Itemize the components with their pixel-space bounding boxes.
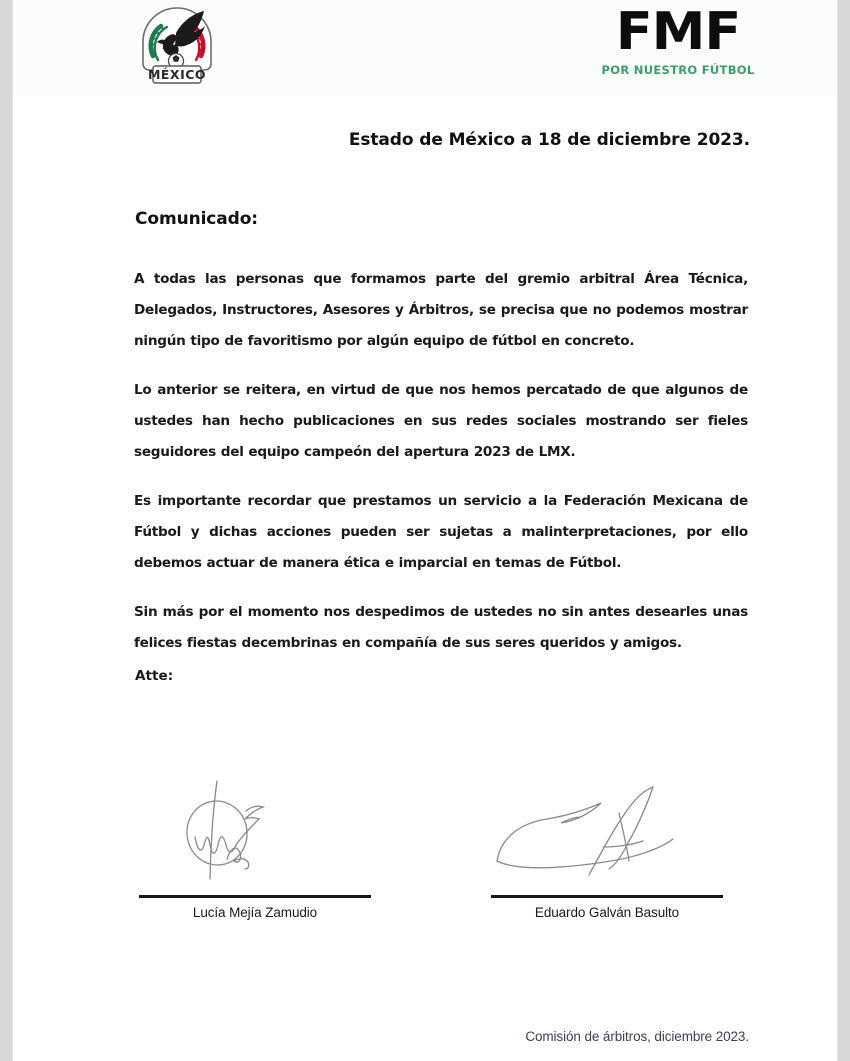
paragraph: Es importante recordar que prestamos un servicio a la Federación Mexicana de Fútbol y dichas acciones pueden ser sujetas a malinterpretaciones, por ello debemos actuar de manera ética e imparcial en temas de Fútbol. — [134, 493, 748, 571]
closing-salutation: Atte: — [135, 668, 174, 684]
fmf-logo — [598, 2, 758, 77]
signatory-name: Eduardo Galván Basulto — [534, 905, 680, 920]
signature-block-right — [491, 775, 723, 920]
signature-block-left — [139, 775, 371, 920]
paragraph: Sin más por el momento nos despedimos de ustedes no sin antes desearles unas felices fiestas decembrinas en compañía de sus seres queridos y amigos. — [134, 604, 748, 651]
signature-rule — [139, 895, 371, 898]
signatory-name: Lucía Mejía Zamudio — [192, 905, 318, 920]
page-title: Comunicado: — [135, 209, 258, 229]
footer-note: Comisión de árbitros, diciembre 2023. — [525, 1029, 749, 1044]
mexico-football-crest-icon — [129, 4, 225, 92]
document-page — [13, 0, 837, 1061]
date-line: Estado de México a 18 de diciembre 2023. — [348, 130, 750, 150]
paragraph: A todas las personas que formamos parte del gremio arbitral Área Técnica, Delegados, Instructores, Asesores y Árbitros, se precisa que no podemos mostrar ningún tipo de favoritismo por algún equipo de fútbol en concreto. — [134, 271, 748, 349]
fmf-tagline: POR NUESTRO FÚTBOL — [601, 63, 755, 77]
letter-body — [134, 264, 748, 659]
document-header — [13, 0, 837, 96]
handwritten-signature-loop-icon — [139, 775, 371, 895]
fmf-wordmark: FMF — [615, 2, 741, 62]
svg-text:MÉXICO: MÉXICO — [147, 67, 207, 82]
handwritten-signature-sweep-icon — [491, 775, 723, 895]
signature-rule — [491, 895, 723, 898]
paragraph: Lo anterior se reitera, en virtud de que nos hemos percatado de que algunos de ustedes han hecho publicaciones en sus redes sociales mostrando ser fieles seguidores del equipo campeón del apertura 2023 de LMX. — [134, 382, 748, 460]
